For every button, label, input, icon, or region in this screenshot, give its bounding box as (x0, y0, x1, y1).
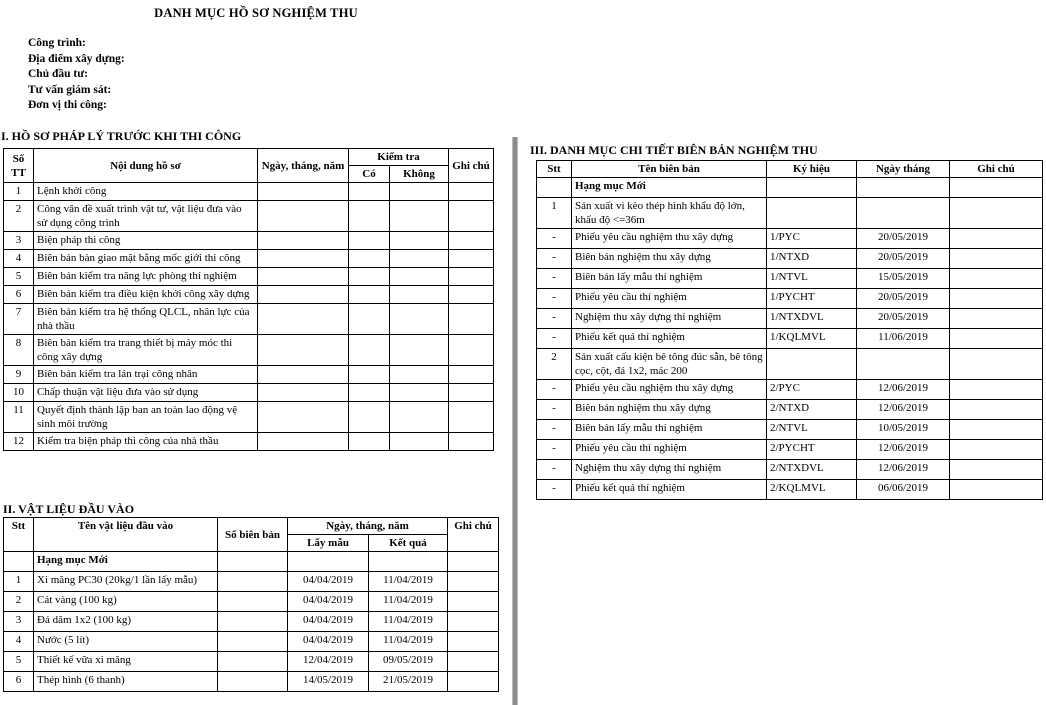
table-cell: 20/05/2019 (857, 229, 950, 249)
table-cell (950, 229, 1043, 249)
table-cell (950, 349, 1043, 380)
column-header-report-name: Tên biên bản (572, 161, 767, 178)
table-cell (950, 420, 1043, 440)
table-row (537, 178, 1043, 198)
table-cell (950, 380, 1043, 400)
table-cell: Biên bản bàn giao mặt bằng mốc giới thi công (34, 250, 258, 268)
table-cell (349, 304, 390, 335)
table-cell: 12/06/2019 (857, 440, 950, 460)
table-cell (950, 249, 1043, 269)
table-cell (258, 201, 349, 232)
table-cell: Nghiệm thu xây dựng thí nghiệm (572, 460, 767, 480)
table-row (537, 269, 1043, 289)
column-header-note: Ghi chú (448, 518, 499, 552)
info-line-don-vi: Đơn vị thi công: (28, 99, 107, 112)
table-cell: 04/04/2019 (288, 592, 369, 612)
input-materials-table-body (4, 552, 499, 692)
table-cell: 1 (537, 198, 572, 229)
table-cell: 1 (4, 183, 34, 201)
table-cell: 12/06/2019 (857, 460, 950, 480)
table-cell (349, 366, 390, 384)
table-cell (218, 672, 288, 692)
table-row (537, 329, 1043, 349)
table-cell: Biên bản lấy mẫu thí nghiệm (572, 269, 767, 289)
table-cell (767, 198, 857, 229)
table-row (537, 460, 1043, 480)
table-cell: Cát vàng (100 kg) (34, 592, 218, 612)
table-cell: Nghiệm thu xây dựng thí nghiệm (572, 309, 767, 329)
section1-heading: I. HỒ SƠ PHÁP LÝ TRƯỚC KHI THI CÔNG (1, 129, 242, 143)
table-cell: - (537, 269, 572, 289)
section2-heading: II. VẬT LIỆU ĐẦU VÀO (3, 502, 135, 516)
table-cell (390, 433, 449, 451)
table-cell: 04/04/2019 (288, 612, 369, 632)
table-cell (218, 612, 288, 632)
column-header-result-date: Kết quả (369, 535, 448, 552)
column-header-stt: Số TT (4, 149, 34, 183)
table-row (537, 400, 1043, 420)
section3-heading: III. DANH MỤC CHI TIẾT BIÊN BẢN NGHIỆM THU (530, 143, 818, 157)
table-row (537, 309, 1043, 329)
table-cell: Biên bản kiểm tra lán trại công nhân (34, 366, 258, 384)
table-cell (258, 384, 349, 402)
table-cell (390, 268, 449, 286)
info-line-chu-dau-tu: Chủ đầu tư: (28, 68, 88, 81)
table-cell (349, 433, 390, 451)
table-row (4, 268, 494, 286)
column-header-check: Kiểm tra (349, 149, 449, 166)
table-cell: 09/05/2019 (369, 652, 448, 672)
table-cell: Hạng mục Mới (572, 178, 767, 198)
table-cell: - (537, 329, 572, 349)
legal-documents-table-header (4, 149, 494, 183)
legal-documents-table-body (4, 183, 494, 451)
table-row (4, 335, 494, 366)
acceptance-reports-table (536, 160, 1043, 500)
table-cell: Hạng mục Mới (34, 552, 218, 572)
info-line-dia-diem: Địa điểm xây dựng: (28, 52, 125, 65)
table-cell (537, 178, 572, 198)
table-cell (349, 402, 390, 433)
table-cell (449, 183, 494, 201)
table-cell (950, 480, 1043, 500)
table-cell (857, 198, 950, 229)
table-cell: Biên bản nghiệm thu xây dựng (572, 400, 767, 420)
table-cell: Chấp thuận vật liệu đưa vào sử dụng (34, 384, 258, 402)
table-cell: Phiếu kết quả thí nghiệm (572, 480, 767, 500)
info-line-cong-trinh: Công trình: (28, 37, 86, 49)
column-header-check-no: Không (390, 166, 449, 183)
table-cell (390, 366, 449, 384)
table-cell: 12/04/2019 (288, 652, 369, 672)
table-row (4, 592, 499, 612)
table-cell: 20/05/2019 (857, 309, 950, 329)
table-cell (449, 286, 494, 304)
table-cell (258, 402, 349, 433)
table-cell (390, 250, 449, 268)
table-cell (449, 304, 494, 335)
table-cell: 7 (4, 304, 34, 335)
table-cell: 2/PYCHT (767, 440, 857, 460)
table-cell (950, 400, 1043, 420)
table-cell (218, 632, 288, 652)
table-cell (349, 250, 390, 268)
project-info-block (28, 36, 125, 114)
table-cell: 2/NTXD (767, 400, 857, 420)
table-cell (448, 612, 499, 632)
table-cell: Thiết kế vữa xi măng (34, 652, 218, 672)
table-row (4, 612, 499, 632)
table-cell: Biên bản lấy mẫu thí nghiệm (572, 420, 767, 440)
table-cell: 1/KQLMVL (767, 329, 857, 349)
table-cell: 2 (537, 349, 572, 380)
table-row (4, 304, 494, 335)
table-cell (390, 201, 449, 232)
table-cell: 14/05/2019 (288, 672, 369, 692)
table-cell: Đá dăm 1x2 (100 kg) (34, 612, 218, 632)
table-cell: 2 (4, 592, 34, 612)
table-cell: - (537, 460, 572, 480)
table-cell: Lệnh khởi công (34, 183, 258, 201)
table-cell: 1/NTXD (767, 249, 857, 269)
table-cell (4, 552, 34, 572)
table-cell (448, 552, 499, 572)
table-cell (448, 672, 499, 692)
table-cell (258, 250, 349, 268)
table-cell: - (537, 420, 572, 440)
table-cell (857, 349, 950, 380)
table-cell: 10/05/2019 (857, 420, 950, 440)
table-cell: Biên bản kiểm tra năng lực phòng thí nghiệm (34, 268, 258, 286)
table-cell (449, 201, 494, 232)
table-cell (349, 201, 390, 232)
page-split-divider[interactable] (512, 137, 518, 705)
column-header-date: Ngày, tháng, năm (258, 149, 349, 183)
acceptance-reports-table-body (537, 178, 1043, 500)
table-cell: Sản xuất cấu kiện bê tông đúc sẵn, bê tông cọc, cột, đá 1x2, mác 200 (572, 349, 767, 380)
table-cell (258, 335, 349, 366)
table-cell (218, 652, 288, 672)
table-cell: Quyết định thành lập ban an toàn lao động vệ sinh môi trường (34, 402, 258, 433)
table-cell (390, 402, 449, 433)
table-cell: Biên bản nghiệm thu xây dựng (572, 249, 767, 269)
column-header-date-group: Ngày, tháng, năm (288, 518, 448, 535)
table-cell (950, 178, 1043, 198)
table-cell: 1 (4, 572, 34, 592)
table-cell (258, 366, 349, 384)
column-header-date: Ngày tháng (857, 161, 950, 178)
legal-documents-table (3, 148, 494, 451)
table-cell (767, 349, 857, 380)
table-cell (349, 268, 390, 286)
table-cell: Sản xuất vì kèo thép hình khẩu độ lớn, khẩu độ <=36m (572, 198, 767, 229)
table-cell: 20/05/2019 (857, 289, 950, 309)
table-row (4, 433, 494, 451)
table-cell: 2/NTVL (767, 420, 857, 440)
table-cell (390, 304, 449, 335)
table-cell: Xi măng PC30 (20kg/1 lần lấy mẫu) (34, 572, 218, 592)
table-cell (448, 572, 499, 592)
table-cell (449, 250, 494, 268)
table-cell: Kiểm tra biện pháp thi công của nhà thầu (34, 433, 258, 451)
table-cell: Biên bản kiểm tra điều kiện khởi công xây dựng (34, 286, 258, 304)
table-cell: Phiếu yêu cầu nghiệm thu xây dựng (572, 380, 767, 400)
table-cell: 3 (4, 232, 34, 250)
table-row (4, 232, 494, 250)
table-cell (258, 268, 349, 286)
table-cell: - (537, 249, 572, 269)
table-row (537, 440, 1043, 460)
table-cell (950, 269, 1043, 289)
table-cell: - (537, 380, 572, 400)
table-row (4, 183, 494, 201)
table-cell: 2/PYC (767, 380, 857, 400)
table-cell (448, 652, 499, 672)
table-cell: Nước (5 lít) (34, 632, 218, 652)
table-cell (449, 433, 494, 451)
table-cell: Công văn đề xuất trình vật tư, vật liệu đưa vào sử dụng công trình (34, 201, 258, 232)
table-cell (448, 632, 499, 652)
column-header-stt: Stt (4, 518, 34, 552)
input-materials-table (3, 517, 499, 692)
table-cell: 12/06/2019 (857, 400, 950, 420)
table-cell (349, 183, 390, 201)
table-cell (449, 366, 494, 384)
column-header-material: Tên vật liệu đầu vào (34, 518, 218, 552)
table-row (4, 201, 494, 232)
table-row (537, 480, 1043, 500)
table-row (4, 384, 494, 402)
table-cell (369, 552, 448, 572)
table-cell: 04/04/2019 (288, 572, 369, 592)
table-cell: - (537, 400, 572, 420)
table-cell: Biên bản kiểm tra hệ thống QLCL, nhân lực của nhà thầu (34, 304, 258, 335)
table-cell (390, 384, 449, 402)
table-cell (218, 552, 288, 572)
table-row (537, 380, 1043, 400)
table-cell (449, 402, 494, 433)
table-row (4, 402, 494, 433)
table-row (4, 672, 499, 692)
table-cell (258, 433, 349, 451)
table-cell (258, 286, 349, 304)
table-cell: 3 (4, 612, 34, 632)
table-cell (258, 183, 349, 201)
table-row (4, 652, 499, 672)
table-row (4, 632, 499, 652)
table-cell: Phiếu yêu cầu thí nghiệm (572, 289, 767, 309)
page-title: DANH MỤC HỒ SƠ NGHIỆM THU (154, 6, 358, 20)
table-cell: Phiếu kết quả thí nghiệm (572, 329, 767, 349)
table-cell (857, 178, 950, 198)
table-cell: 2/NTXDVL (767, 460, 857, 480)
table-cell (950, 460, 1043, 480)
table-cell: 11/04/2019 (369, 612, 448, 632)
column-header-note: Ghi chú (950, 161, 1043, 178)
table-row (4, 552, 499, 572)
table-cell: 2 (4, 201, 34, 232)
table-cell: 1/NTXDVL (767, 309, 857, 329)
table-cell: - (537, 309, 572, 329)
table-cell: 6 (4, 286, 34, 304)
table-cell (448, 592, 499, 612)
table-row (537, 249, 1043, 269)
table-cell: - (537, 229, 572, 249)
table-cell (288, 552, 369, 572)
table-cell: 06/06/2019 (857, 480, 950, 500)
table-row (537, 229, 1043, 249)
table-row (4, 286, 494, 304)
column-header-content: Nội dung hồ sơ (34, 149, 258, 183)
table-row (4, 366, 494, 384)
table-cell: Phiếu yêu cầu thí nghiệm (572, 440, 767, 460)
table-cell: 2/KQLMVL (767, 480, 857, 500)
table-cell (950, 309, 1043, 329)
info-line-tu-van: Tư vấn giám sát: (28, 83, 112, 96)
table-cell: 04/04/2019 (288, 632, 369, 652)
table-cell (950, 289, 1043, 309)
table-cell: 5 (4, 652, 34, 672)
column-header-note: Ghi chú (449, 149, 494, 183)
table-cell: - (537, 289, 572, 309)
table-cell: 1/PYCHT (767, 289, 857, 309)
table-cell (390, 183, 449, 201)
table-row (4, 250, 494, 268)
table-cell (349, 384, 390, 402)
table-cell: 6 (4, 672, 34, 692)
column-header-check-yes: Có (349, 166, 390, 183)
table-cell (390, 335, 449, 366)
table-cell: 21/05/2019 (369, 672, 448, 692)
table-cell: 20/05/2019 (857, 249, 950, 269)
table-cell: Biên bản kiểm tra trang thiết bị máy móc thi công xây dựng (34, 335, 258, 366)
table-cell: 9 (4, 366, 34, 384)
column-header-stt: Stt (537, 161, 572, 178)
table-cell (349, 232, 390, 250)
input-materials-table-header (4, 518, 499, 552)
table-cell (258, 232, 349, 250)
table-cell (950, 329, 1043, 349)
column-header-report-number: Số biên bản (218, 518, 288, 552)
table-row (537, 349, 1043, 380)
table-cell: - (537, 480, 572, 500)
table-cell: Biện pháp thi công (34, 232, 258, 250)
table-row (537, 198, 1043, 229)
table-cell: Phiếu yêu cầu nghiệm thu xây dựng (572, 229, 767, 249)
table-cell: 12 (4, 433, 34, 451)
table-cell: 4 (4, 250, 34, 268)
table-cell: 15/05/2019 (857, 269, 950, 289)
table-cell: 11 (4, 402, 34, 433)
table-cell (218, 592, 288, 612)
table-cell (390, 286, 449, 304)
table-cell: 1/NTVL (767, 269, 857, 289)
table-cell: 5 (4, 268, 34, 286)
table-cell: 4 (4, 632, 34, 652)
table-row (4, 572, 499, 592)
table-cell (449, 232, 494, 250)
table-cell (449, 268, 494, 286)
table-cell (767, 178, 857, 198)
table-cell (449, 335, 494, 366)
table-cell: 11/04/2019 (369, 592, 448, 612)
table-cell: 11/04/2019 (369, 572, 448, 592)
table-cell: 8 (4, 335, 34, 366)
table-cell (218, 572, 288, 592)
table-row (537, 289, 1043, 309)
table-cell: Thép hình (6 thanh) (34, 672, 218, 692)
table-cell (950, 198, 1043, 229)
table-cell (449, 384, 494, 402)
table-cell (349, 286, 390, 304)
table-cell: - (537, 440, 572, 460)
table-cell (950, 440, 1043, 460)
table-cell: 10 (4, 384, 34, 402)
table-cell: 11/04/2019 (369, 632, 448, 652)
column-header-symbol: Ký hiệu (767, 161, 857, 178)
table-cell (390, 232, 449, 250)
table-row (537, 420, 1043, 440)
table-cell: 12/06/2019 (857, 380, 950, 400)
table-cell (349, 335, 390, 366)
acceptance-reports-table-header (537, 161, 1043, 178)
table-cell: 1/PYC (767, 229, 857, 249)
table-cell (258, 304, 349, 335)
table-cell: 11/06/2019 (857, 329, 950, 349)
column-header-sample-date: Lấy mẫu (288, 535, 369, 552)
